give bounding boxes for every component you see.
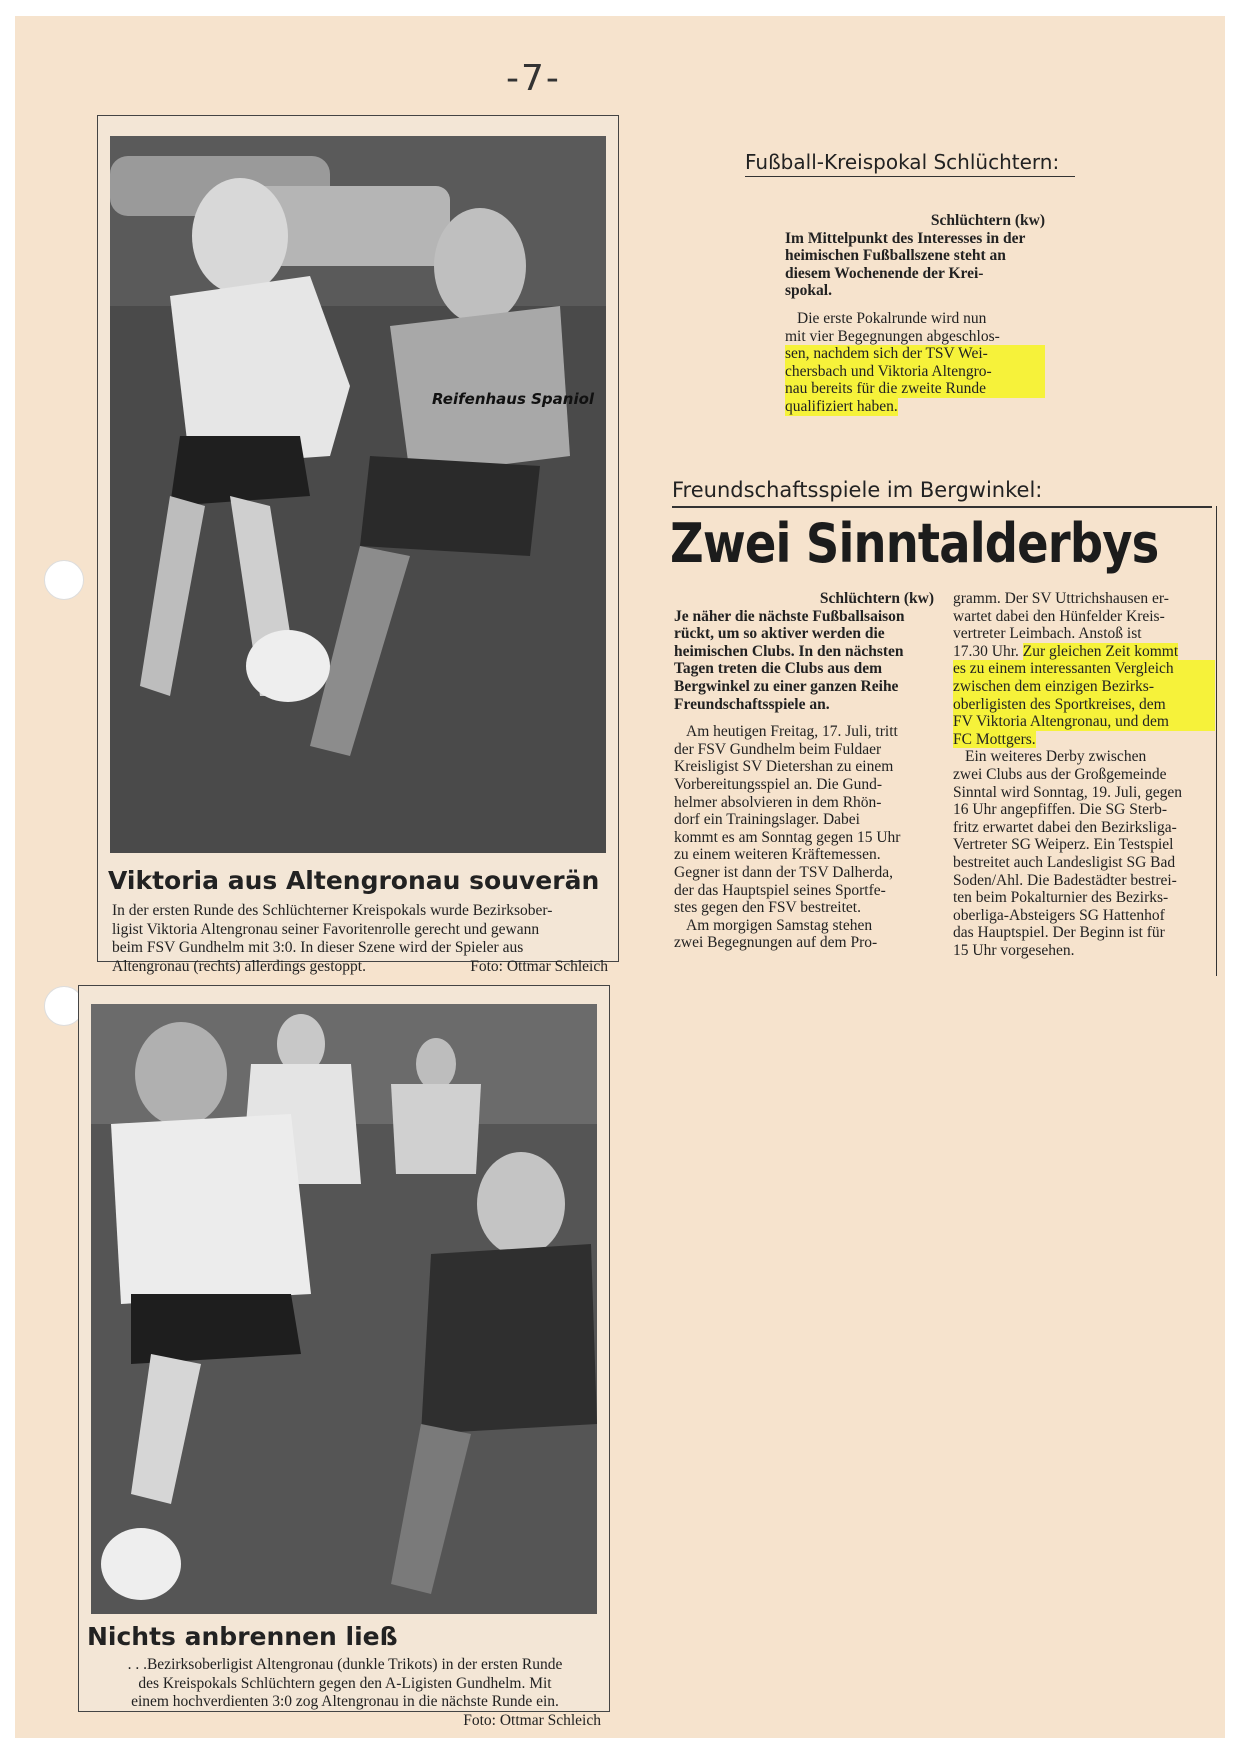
body-line: gramm. Der SV Uttrichshausen er-	[953, 590, 1169, 607]
body-line: Soden/Ahl. Die Badestädter bestrei-	[953, 871, 1177, 889]
shirt-sponsor-text: Reifenhaus Spaniol	[432, 390, 595, 408]
article2-column-2	[953, 590, 1215, 959]
highlighted-line: sen, nachdem sich der TSV Wei-	[785, 345, 1045, 363]
dateline: Schlüchtern (kw)	[819, 590, 934, 607]
body-line: 17.30 Uhr.	[953, 642, 1023, 660]
caption-line: In der ersten Runde des Schlüchterner Kreispokals wurde Bezirksober-	[112, 902, 553, 919]
highlighted-line: chersbach und Viktoria Altengro-	[785, 363, 1045, 381]
body-line: der das Hauptspiel seines Sportfe-	[674, 881, 886, 899]
article1-text	[785, 212, 1045, 416]
caption-line: beim FSV Gundhelm mit 3:0. In dieser Szene wird der Spieler aus	[112, 939, 524, 956]
body-line: zu einem weiteren Kräftemessen.	[674, 846, 881, 864]
body-line: vertreter Leimbach. Anstoß ist	[953, 625, 1142, 643]
body-line: bestreitet auch Landesligist SG Bad	[953, 853, 1176, 871]
body-line: wartet dabei den Hünfelder Kreis-	[953, 607, 1165, 625]
body-line: 16 Uhr angepfiffen. Die SG Sterb-	[953, 801, 1168, 819]
article2-column-1	[674, 590, 934, 952]
lead-line: Freundschaftsspiele an.	[674, 695, 830, 713]
soccer-photo-2	[91, 1004, 597, 1614]
article2-kicker-rule	[672, 506, 1212, 508]
handwritten-page-number: -7-	[506, 58, 561, 99]
photo2-caption	[89, 1656, 601, 1730]
article1-kicker: Fußball-Kreispokal Schlüchtern:	[745, 150, 1060, 174]
body-line: Vertreter SG Weiperz. Ein Testspiel	[953, 836, 1174, 854]
body-line: ten beim Pokalturnier des Bezirks-	[953, 889, 1169, 907]
body-line: 15 Uhr vorgesehen.	[953, 941, 1075, 959]
highlighted-line: oberligisten des Sportkreises, dem	[953, 696, 1215, 714]
body-line: kommt es am Sonntag gegen 15 Uhr	[674, 828, 901, 846]
lead-line: Bergwinkel zu einer ganzen Reihe	[674, 677, 899, 695]
photo1-headline: Viktoria aus Altengronau souverän	[108, 866, 600, 895]
article1-kicker-rule	[745, 176, 1075, 177]
highlighted-line: FC Mottgers.	[953, 730, 1036, 748]
photo2-headline: Nichts anbrennen ließ	[87, 1622, 398, 1651]
caption-line: des Kreispokals Schlüchtern gegen den A-Ligisten Gundhelm. Mit	[138, 1674, 552, 1692]
body-line: Am morgigen Samstag stehen	[686, 916, 873, 934]
highlighted-line: qualifiziert haben.	[785, 397, 898, 415]
photo-clipping-1	[97, 115, 619, 975]
highlighted-line: es zu einem interessanten Vergleich	[953, 660, 1215, 678]
body-line: dorf ein Trainingslager. Dabei	[674, 811, 860, 829]
lead-line: Im Mittelpunkt des Interesses in der	[785, 229, 1026, 247]
body-line: fritz erwartet dabei den Bezirksliga-	[953, 818, 1177, 836]
lead-line: rückt, um so aktiver werden die	[674, 625, 885, 643]
body-line: Vorbereitungsspiel an. Die Gund-	[674, 775, 883, 793]
body-line: der FSV Gundhelm beim Fuldaer	[674, 740, 882, 758]
highlighted-line: FV Viktoria Altengronau, und dem	[953, 713, 1215, 731]
highlighted-line: Zur gleichen Zeit kommt	[1022, 642, 1179, 660]
punch-hole-top	[44, 560, 84, 600]
article2-headline: Zwei Sinntalderbys	[670, 512, 1159, 575]
photo1-caption	[112, 902, 608, 976]
body-line: stes gegen den FSV bestreitet.	[674, 899, 861, 917]
lead-line: diesem Wochenende der Krei-	[785, 264, 984, 282]
caption-line: einem hochverdienten 3:0 zog Altengronau in die nächste Runde ein.	[131, 1693, 559, 1710]
body-line: Am heutigen Freitag, 17. Juli, tritt	[686, 723, 898, 741]
photo-credit: Foto: Ottmar Schleich	[463, 1711, 601, 1729]
highlighted-line: nau bereits für die zweite Runde	[785, 380, 1045, 398]
body-line: Die erste Pokalrunde wird nun	[797, 309, 987, 327]
dateline: Schlüchtern (kw)	[930, 212, 1045, 229]
article2-kicker: Freundschaftsspiele im Bergwinkel:	[672, 478, 1043, 502]
body-line: helmer absolvieren in dem Rhön-	[674, 793, 882, 811]
lead-line: heimischen Fußballszene steht an	[785, 247, 1006, 265]
caption-line: Altengronau (rechts) allerdings gestoppt.	[112, 957, 366, 975]
caption-line: ligist Viktoria Altengronau seiner Favoritenrolle gerecht und gewann	[112, 920, 540, 938]
body-line: zwei Begegnungen auf dem Pro-	[674, 934, 878, 952]
body-line: Gegner ist dann der TSV Dalherda,	[674, 863, 893, 881]
highlighted-line: zwischen dem einzigen Bezirks-	[953, 678, 1215, 696]
body-line: zwei Clubs aus der Großgemeinde	[953, 765, 1167, 783]
soccer-photo-1	[110, 136, 606, 853]
photo-credit: Foto: Ottmar Schleich	[470, 957, 608, 975]
lead-line: Je näher die nächste Fußballsaison	[674, 607, 905, 625]
body-line: oberliga-Absteigers SG Hattenhof	[953, 906, 1165, 924]
body-line: Kreisligist SV Dietershan zu einem	[674, 758, 894, 776]
lead-line: heimischen Clubs. In den nächsten	[674, 642, 904, 660]
body-line: Sinntal wird Sonntag, 19. Juli, gegen	[953, 783, 1183, 801]
caption-line: . . .Bezirksoberligist Altengronau (dunkle Trikots) in der ersten Runde	[127, 1656, 563, 1673]
lead-line: spokal.	[785, 282, 832, 300]
body-line: mit vier Begegnungen abgeschlos-	[785, 327, 1000, 345]
photo-clipping-2	[78, 985, 610, 1729]
lead-line: Tagen treten die Clubs aus dem	[674, 660, 882, 678]
body-line: das Hauptspiel. Der Beginn ist für	[953, 924, 1165, 942]
article2-right-border	[1216, 506, 1217, 976]
body-line: Ein weiteres Derby zwischen	[965, 748, 1147, 766]
